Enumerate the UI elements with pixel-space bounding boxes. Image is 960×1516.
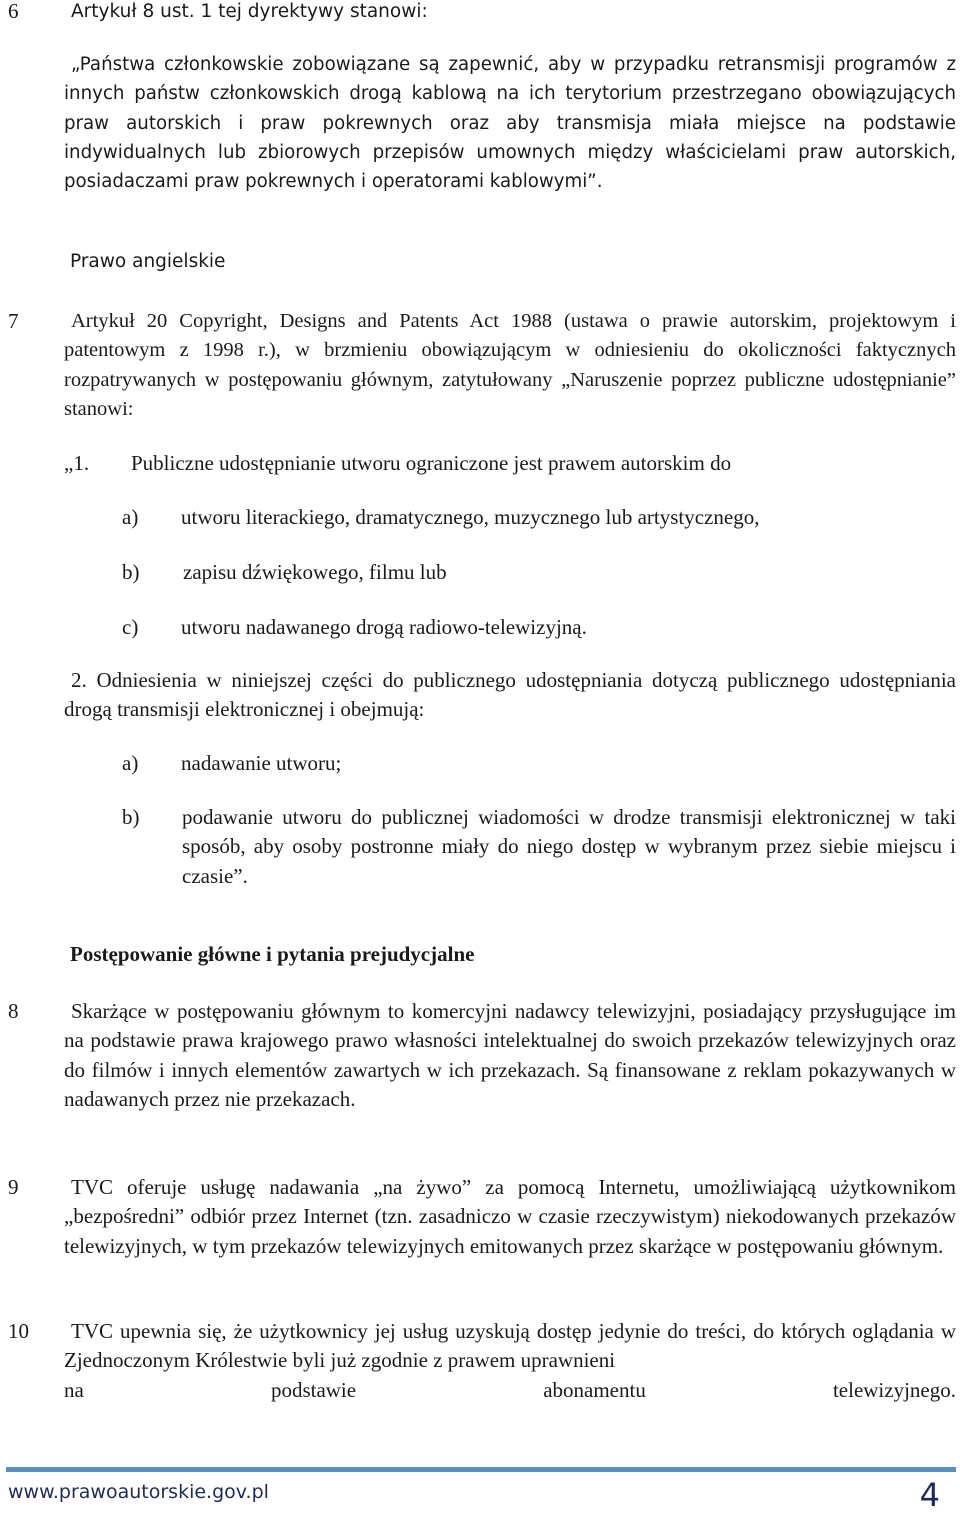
paragraph-10-last-line: [64, 1376, 956, 1405]
paragraph-9-text: TVC oferuje usługę nadawania „na żywo” za pomocą Internetu, umożliwiającą użytkownikom „bezpośredni” odbiór przez Internet (tzn. zasadniczo w czasie rzeczywistym) niekodowanych przekazów telewizyjnych, w tym przekazów telewizyjnych emitowanych przez skarżące w postępowaniu głównym.: [64, 1175, 956, 1258]
clause-1-item-a-label: a): [122, 505, 139, 529]
paragraph-10-text: TVC upewnia się, że użytkownicy jej usług uzyskują dostęp jedynie do treści, do których oglądania w Zjednoczonym Królestwie byli już zgodnie z prawem uprawnieni: [64, 1319, 956, 1373]
page-number: 4: [919, 1476, 940, 1514]
paragraph-number-9: 9: [8, 1175, 19, 1199]
clause-1-item-c-text: utworu nadawanego drogą radiowo-telewizyjną.: [181, 615, 587, 639]
section-heading-english-law: Prawo angielskie: [70, 251, 226, 272]
footer-website-link[interactable]: www.prawoautorskie.gov.pl: [8, 1481, 269, 1503]
paragraph-6-intro: Artykuł 8 ust. 1 tej dyrektywy stanowi:: [71, 1, 428, 22]
clause-2-item-a-label: a): [122, 751, 139, 775]
clause-1-item-a-text: utworu literackiego, dramatycznego, muzycznego lub artystycznego,: [181, 505, 760, 529]
paragraph-7-continuation: , w brzmieniu obowiązującym w odniesieniu do okoliczności faktycznych rozpatrywanych w postępowaniu głównym, zatytułowany „Naruszenie poprzez publiczne udostępnianie” stanowi:: [64, 339, 956, 420]
paragraph-6-quote: „Państwa członkowskie zobowiązane są zapewnić, aby w przypadku retransmisji programów z innych państw członkowskich drogą kablową na ich terytorium przestrzegano obowiązujących praw autorskich i praw pokrewnych oraz aby transmisja miała miejsce na podstawie indywidualnych lub zbiorowych przepisów umownych między właścicielami praw autorskich, posiadaczami praw pokrewnych i operatorami kablowymi”.: [64, 54, 956, 193]
paragraph-number-10: 10: [8, 1319, 29, 1343]
clause-1-label: „1.: [64, 451, 90, 475]
paragraph-10-word: abonamentu: [543, 1378, 646, 1402]
clause-2-text: 2. Odniesienia w niniejszej części do publicznego udostępniania dotyczą publicznego udostępniania drogą transmisji elektronicznej i obejmują:: [64, 668, 956, 722]
paragraph-7-statute: Artykuł 20 Copyright, Designs and Patents Act 1988 (ustawa o prawie autorskim, projektowym i patentowym z 1998 r.): [64, 310, 956, 362]
paragraph-number-6: 6: [8, 0, 19, 23]
clause-2-item-b-label: b): [122, 805, 140, 829]
paragraph-10-word: na: [64, 1378, 84, 1402]
clause-1-item-c-label: c): [122, 615, 139, 639]
paragraph-7-text: [64, 307, 956, 424]
paragraph-10-word: telewizyjnego.: [832, 1378, 956, 1402]
paragraph-8-text: Skarżące w postępowaniu głównym to komercyjni nadawcy telewizyjni, posiadający przysługujące im na podstawie prawa krajowego prawo własności intelektualnej do swoich przekazów telewizyjnych oraz do filmów i innych elementów zawartych w ich przekazach. Są finansowane z reklam pokazywanych w nadawanych przez nie przekazach.: [64, 999, 956, 1111]
clause-2-item-a-text: nadawanie utworu;: [181, 751, 342, 775]
clause-2-item-b-text: podawanie utworu do publicznej wiadomości w drodze transmisji elektronicznej w taki sposób, aby osoby postronne miały do niego dostęp w wybranym przez siebie miejscu i czasie”.: [182, 805, 956, 888]
footer-divider: [6, 1467, 956, 1472]
clause-1-item-b-text: zapisu dźwiękowego, filmu lub: [183, 560, 447, 584]
paragraph-10-word: podstawie: [270, 1378, 357, 1402]
clause-1-text: Publiczne udostępnianie utworu ograniczone jest prawem autorskim do: [131, 451, 732, 475]
paragraph-number-7: 7: [8, 309, 19, 333]
clause-1-item-b-label: b): [122, 560, 140, 584]
section-heading-main-proceedings: Postępowanie główne i pytania prejudycjalne: [70, 942, 475, 966]
paragraph-number-8: 8: [8, 999, 19, 1023]
